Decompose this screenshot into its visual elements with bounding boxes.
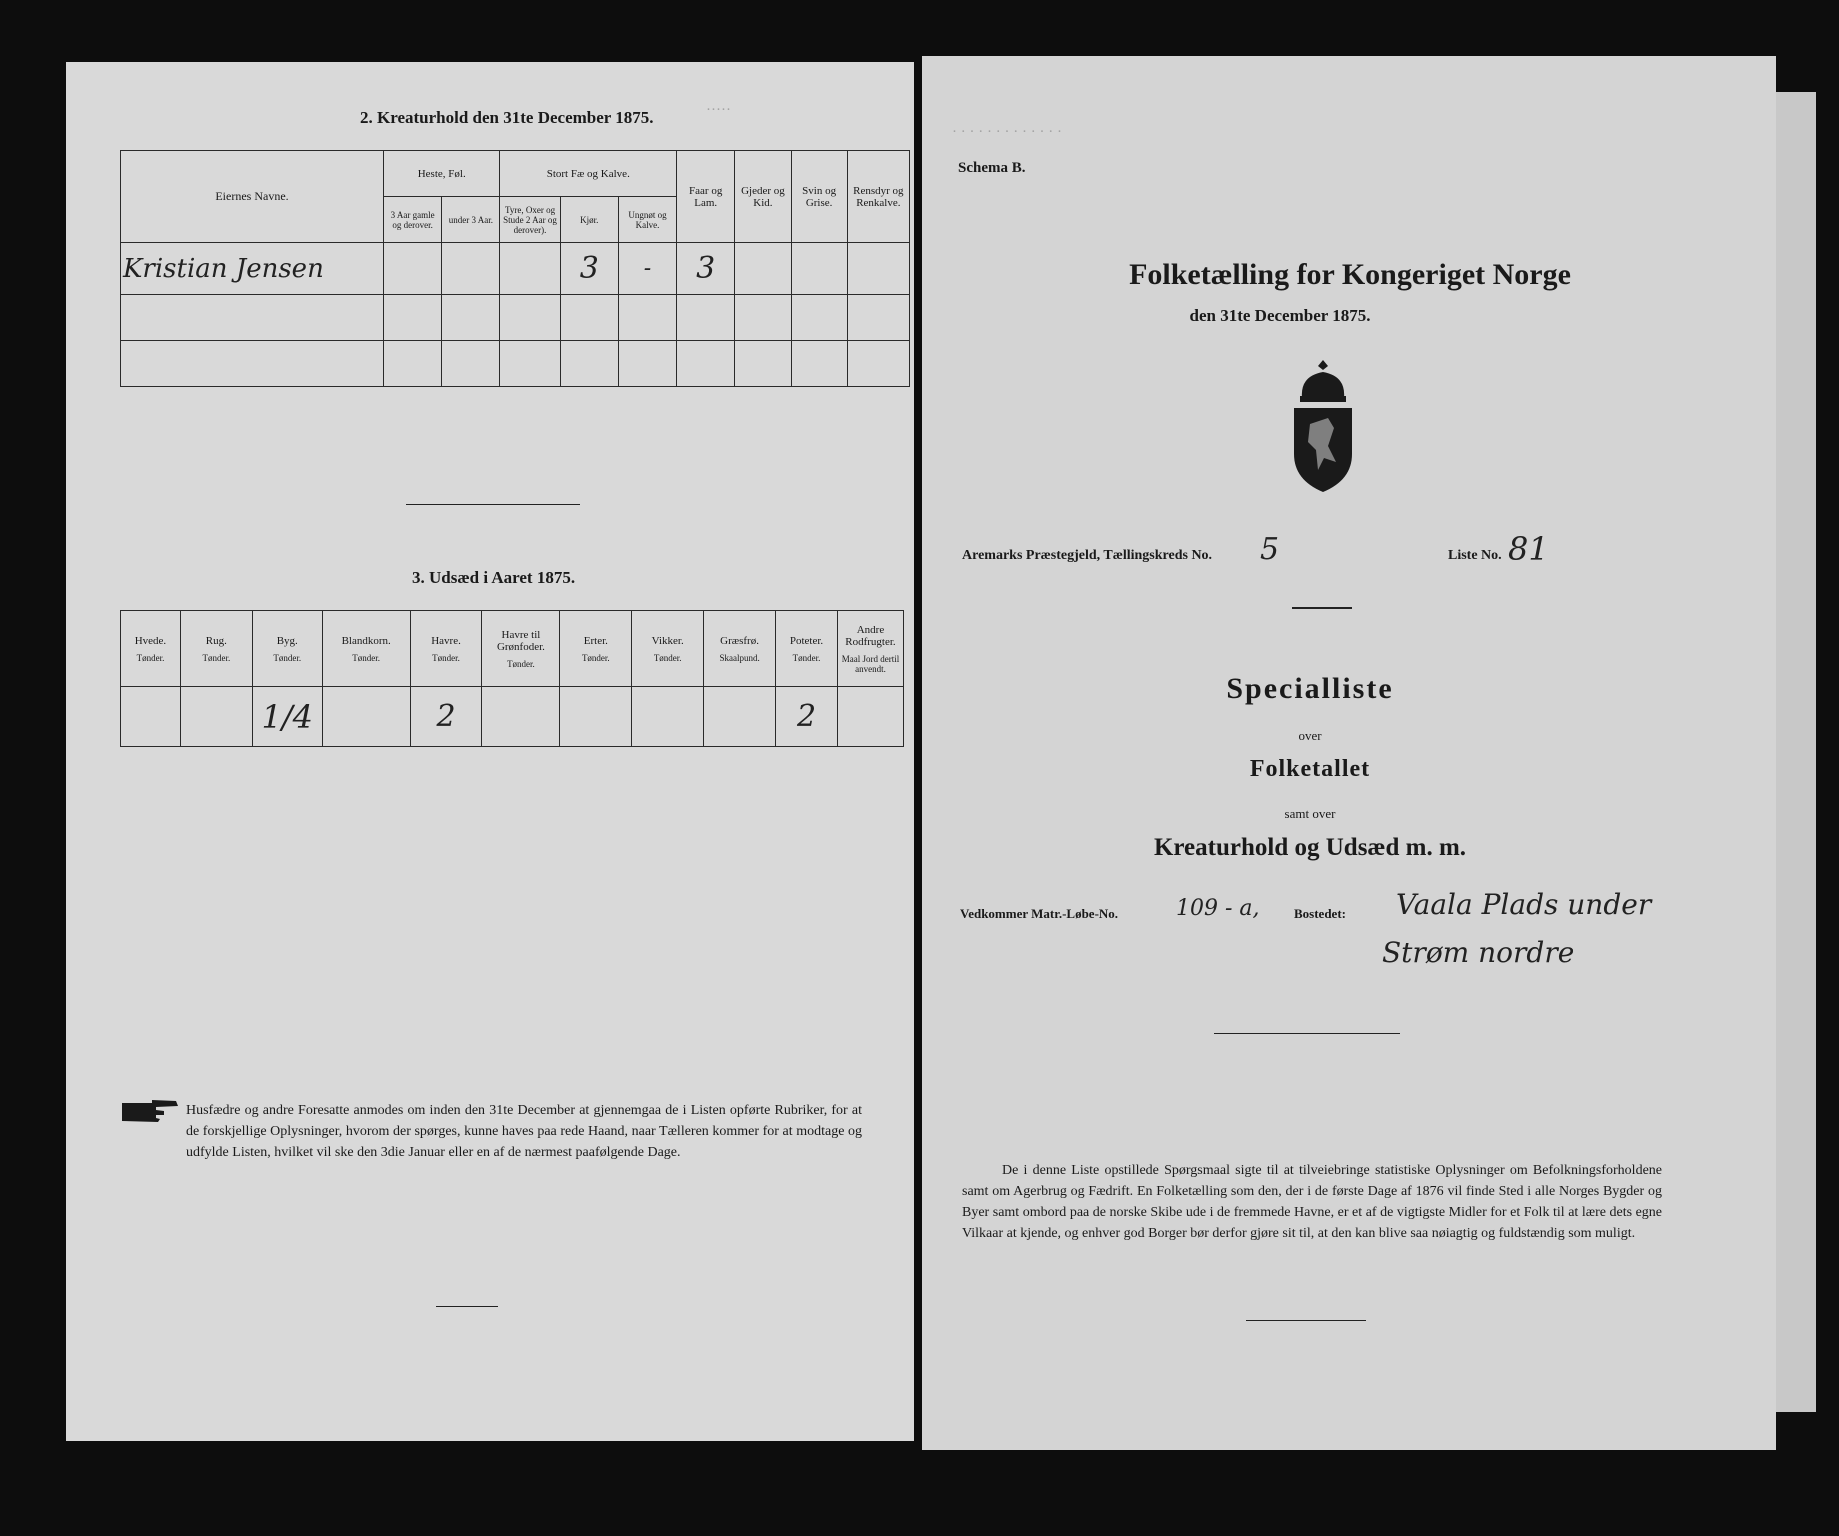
seed-header-cell	[121, 611, 181, 687]
pointing-hand-icon	[120, 1097, 180, 1123]
table-row	[121, 341, 910, 387]
seed-table	[120, 610, 904, 747]
stort-fae-header: Stort Fæ og Kalve.	[500, 151, 677, 197]
bostedet-line-2: Strøm nordre	[1382, 936, 1575, 969]
table-row	[121, 295, 910, 341]
seed-header-unit: Tønder.	[653, 652, 682, 663]
fae-a-header: Tyre, Oxer og Stude 2 Aar og derover).	[500, 197, 560, 243]
folketallet-heading: Folketallet	[1249, 756, 1371, 782]
kreaturhold-heading: Kreaturhold og Udsæd m. m.	[1153, 834, 1467, 861]
seed-header-row	[121, 611, 904, 687]
seed-value-cell	[560, 687, 632, 747]
heste-header: Heste, Føl.	[384, 151, 500, 197]
fae-a-value	[500, 243, 560, 295]
divider	[1214, 1033, 1400, 1034]
seed-header-name: Rug.	[205, 634, 227, 647]
bostedet-line-1: Vaala Plads under	[1396, 888, 1652, 921]
seed-value-cell	[704, 687, 776, 747]
divider	[1246, 1320, 1366, 1321]
rensdyr-value	[847, 243, 909, 295]
seed-value-cell: 2	[776, 687, 838, 747]
table-row	[121, 243, 910, 295]
heste-a-value	[384, 243, 442, 295]
fae-b-header: Kjør.	[560, 197, 618, 243]
seed-header-unit: Tønder.	[136, 652, 165, 663]
faar-value: 3	[677, 243, 735, 295]
seed-header-name: Havre.	[431, 634, 461, 647]
seed-header-unit: Tønder.	[581, 652, 610, 663]
seed-header-name: Poteter.	[789, 634, 824, 647]
section-2-title: 2. Kreaturhold den 31te December 1875.	[360, 108, 654, 127]
seed-header-cell	[322, 611, 410, 687]
seed-header-cell	[704, 611, 776, 687]
list-label: Liste No.	[1448, 548, 1502, 563]
coat-of-arms-icon	[1288, 358, 1358, 494]
seed-header-cell	[252, 611, 322, 687]
seed-value-cell: 2	[410, 687, 482, 747]
heste-a-header: 3 Aar gamle og derover.	[384, 197, 442, 243]
seed-header-unit: Tønder.	[432, 652, 460, 663]
over-text: over	[1298, 728, 1322, 743]
matr-number: 109 - a,	[1176, 896, 1260, 921]
seed-header-name: Erter.	[583, 634, 608, 647]
matr-label: Vedkommer Matr.-Løbe-No.	[960, 906, 1119, 921]
seed-header-unit: Tønder.	[352, 652, 381, 663]
seed-value-row	[121, 687, 904, 747]
seed-value-cell: 1/4	[252, 687, 322, 747]
samt-over-text: samt over	[1284, 806, 1336, 821]
heste-b-header: under 3 Aar.	[442, 197, 500, 243]
livestock-table	[120, 150, 910, 387]
owner-name: Kristian Jensen	[121, 243, 384, 295]
document-date: den 31te December 1875.	[1189, 306, 1371, 325]
faar-header: Faar og Lam.	[677, 151, 735, 243]
svin-value	[791, 243, 847, 295]
district-number: 5	[1260, 532, 1280, 567]
seed-header-cell	[180, 611, 252, 687]
seed-value-cell	[121, 687, 181, 747]
seed-header-cell	[482, 611, 560, 687]
seed-header-unit: Tønder.	[202, 652, 231, 663]
seed-header-cell	[410, 611, 482, 687]
gjeder-value	[735, 243, 791, 295]
specialliste-heading: Specialliste	[1226, 672, 1394, 705]
seed-header-unit: Tønder.	[273, 652, 302, 663]
section-3-title: 3. Udsæd i Aaret 1875.	[412, 568, 576, 587]
seed-value-cell	[632, 687, 704, 747]
seed-header-name: Byg.	[276, 634, 298, 647]
seed-value-cell	[837, 687, 903, 747]
seed-header-cell	[837, 611, 903, 687]
bleed-through-text: · · · · · · · · · · · · ·	[952, 124, 1062, 140]
seed-header-name: Blandkorn.	[341, 634, 391, 647]
page-edge	[1776, 92, 1816, 1412]
seed-header-cell	[560, 611, 632, 687]
owner-header: Eiernes Navne.	[121, 151, 384, 243]
fae-c-header: Ungnøt og Kalve.	[618, 197, 676, 243]
document-title: Folketælling for Kongeriget Norge	[1129, 258, 1571, 291]
seed-header-unit: Tønder.	[792, 652, 821, 663]
seed-header-cell	[632, 611, 704, 687]
seed-value-cell	[322, 687, 410, 747]
seed-header-unit: Tønder.	[507, 658, 535, 669]
divider	[436, 1306, 498, 1307]
bleed-through-text: ·····	[706, 102, 731, 118]
gjeder-header: Gjeder og Kid.	[735, 151, 791, 243]
seed-value-cell	[482, 687, 560, 747]
seed-header-unit: Skaalpund.	[719, 652, 760, 663]
list-number: 81	[1508, 530, 1549, 568]
divider	[1292, 607, 1352, 609]
heste-b-value	[442, 243, 500, 295]
seed-header-name: Vikker.	[651, 634, 684, 647]
district-label: Aremarks Præstegjeld, Tællingskreds No.	[962, 548, 1213, 563]
bostedet-label: Bostedet:	[1294, 906, 1346, 921]
seed-header-name: Havre til Grønfoder.	[496, 628, 545, 653]
divider	[406, 504, 580, 505]
footer-text: De i denne Liste opstillede Spørgsmaal sigte til at tilveiebringe statistiske Oplysninger om Befolkningsforholdene samt om Agerbrug og Fædrift. En Folketælling som den, der i de første Dage af 1876 vil finde Sted i alle Norges Bygder og Byer samt ombord paa de norske Skibe ude i de fremmede Havne, er et af de vigtigste Midler for et Folk til at lære dets egne Vilkaar at kjende, og enhver god Borger bør derfor gjøre sit til, at den kan blive saa nøiagtig og fuldstændig som muligt.	[962, 1163, 1662, 1241]
seed-header-name: Andre Rodfrugter.	[845, 623, 896, 648]
seed-header-name: Hvede.	[134, 634, 167, 647]
notice-text: Husfædre og andre Foresatte anmodes om inden den 31te December at gjennemgaa de i Listen opførte Rubriker, for at de forskjellige Oplysninger, hvorom der spørges, kunne haves paa rede Haand, naar Tælleren kommer for at modtage og udfylde Listen, hvilket vil ske den 3die Januar eller en af de nærmest paafølgende Dage.	[186, 1103, 862, 1160]
seed-header-cell	[776, 611, 838, 687]
seed-header-name: Græsfrø.	[720, 634, 759, 647]
seed-value-cell	[180, 687, 252, 747]
rensdyr-header: Rensdyr og Renkalve.	[847, 151, 909, 243]
ungnot-value: -	[618, 243, 676, 295]
schema-label: Schema B.	[958, 160, 1026, 176]
kjor-value: 3	[560, 243, 618, 295]
svin-header: Svin og Grise.	[791, 151, 847, 243]
seed-header-unit: Maal Jord dertil anvendt.	[841, 653, 900, 674]
